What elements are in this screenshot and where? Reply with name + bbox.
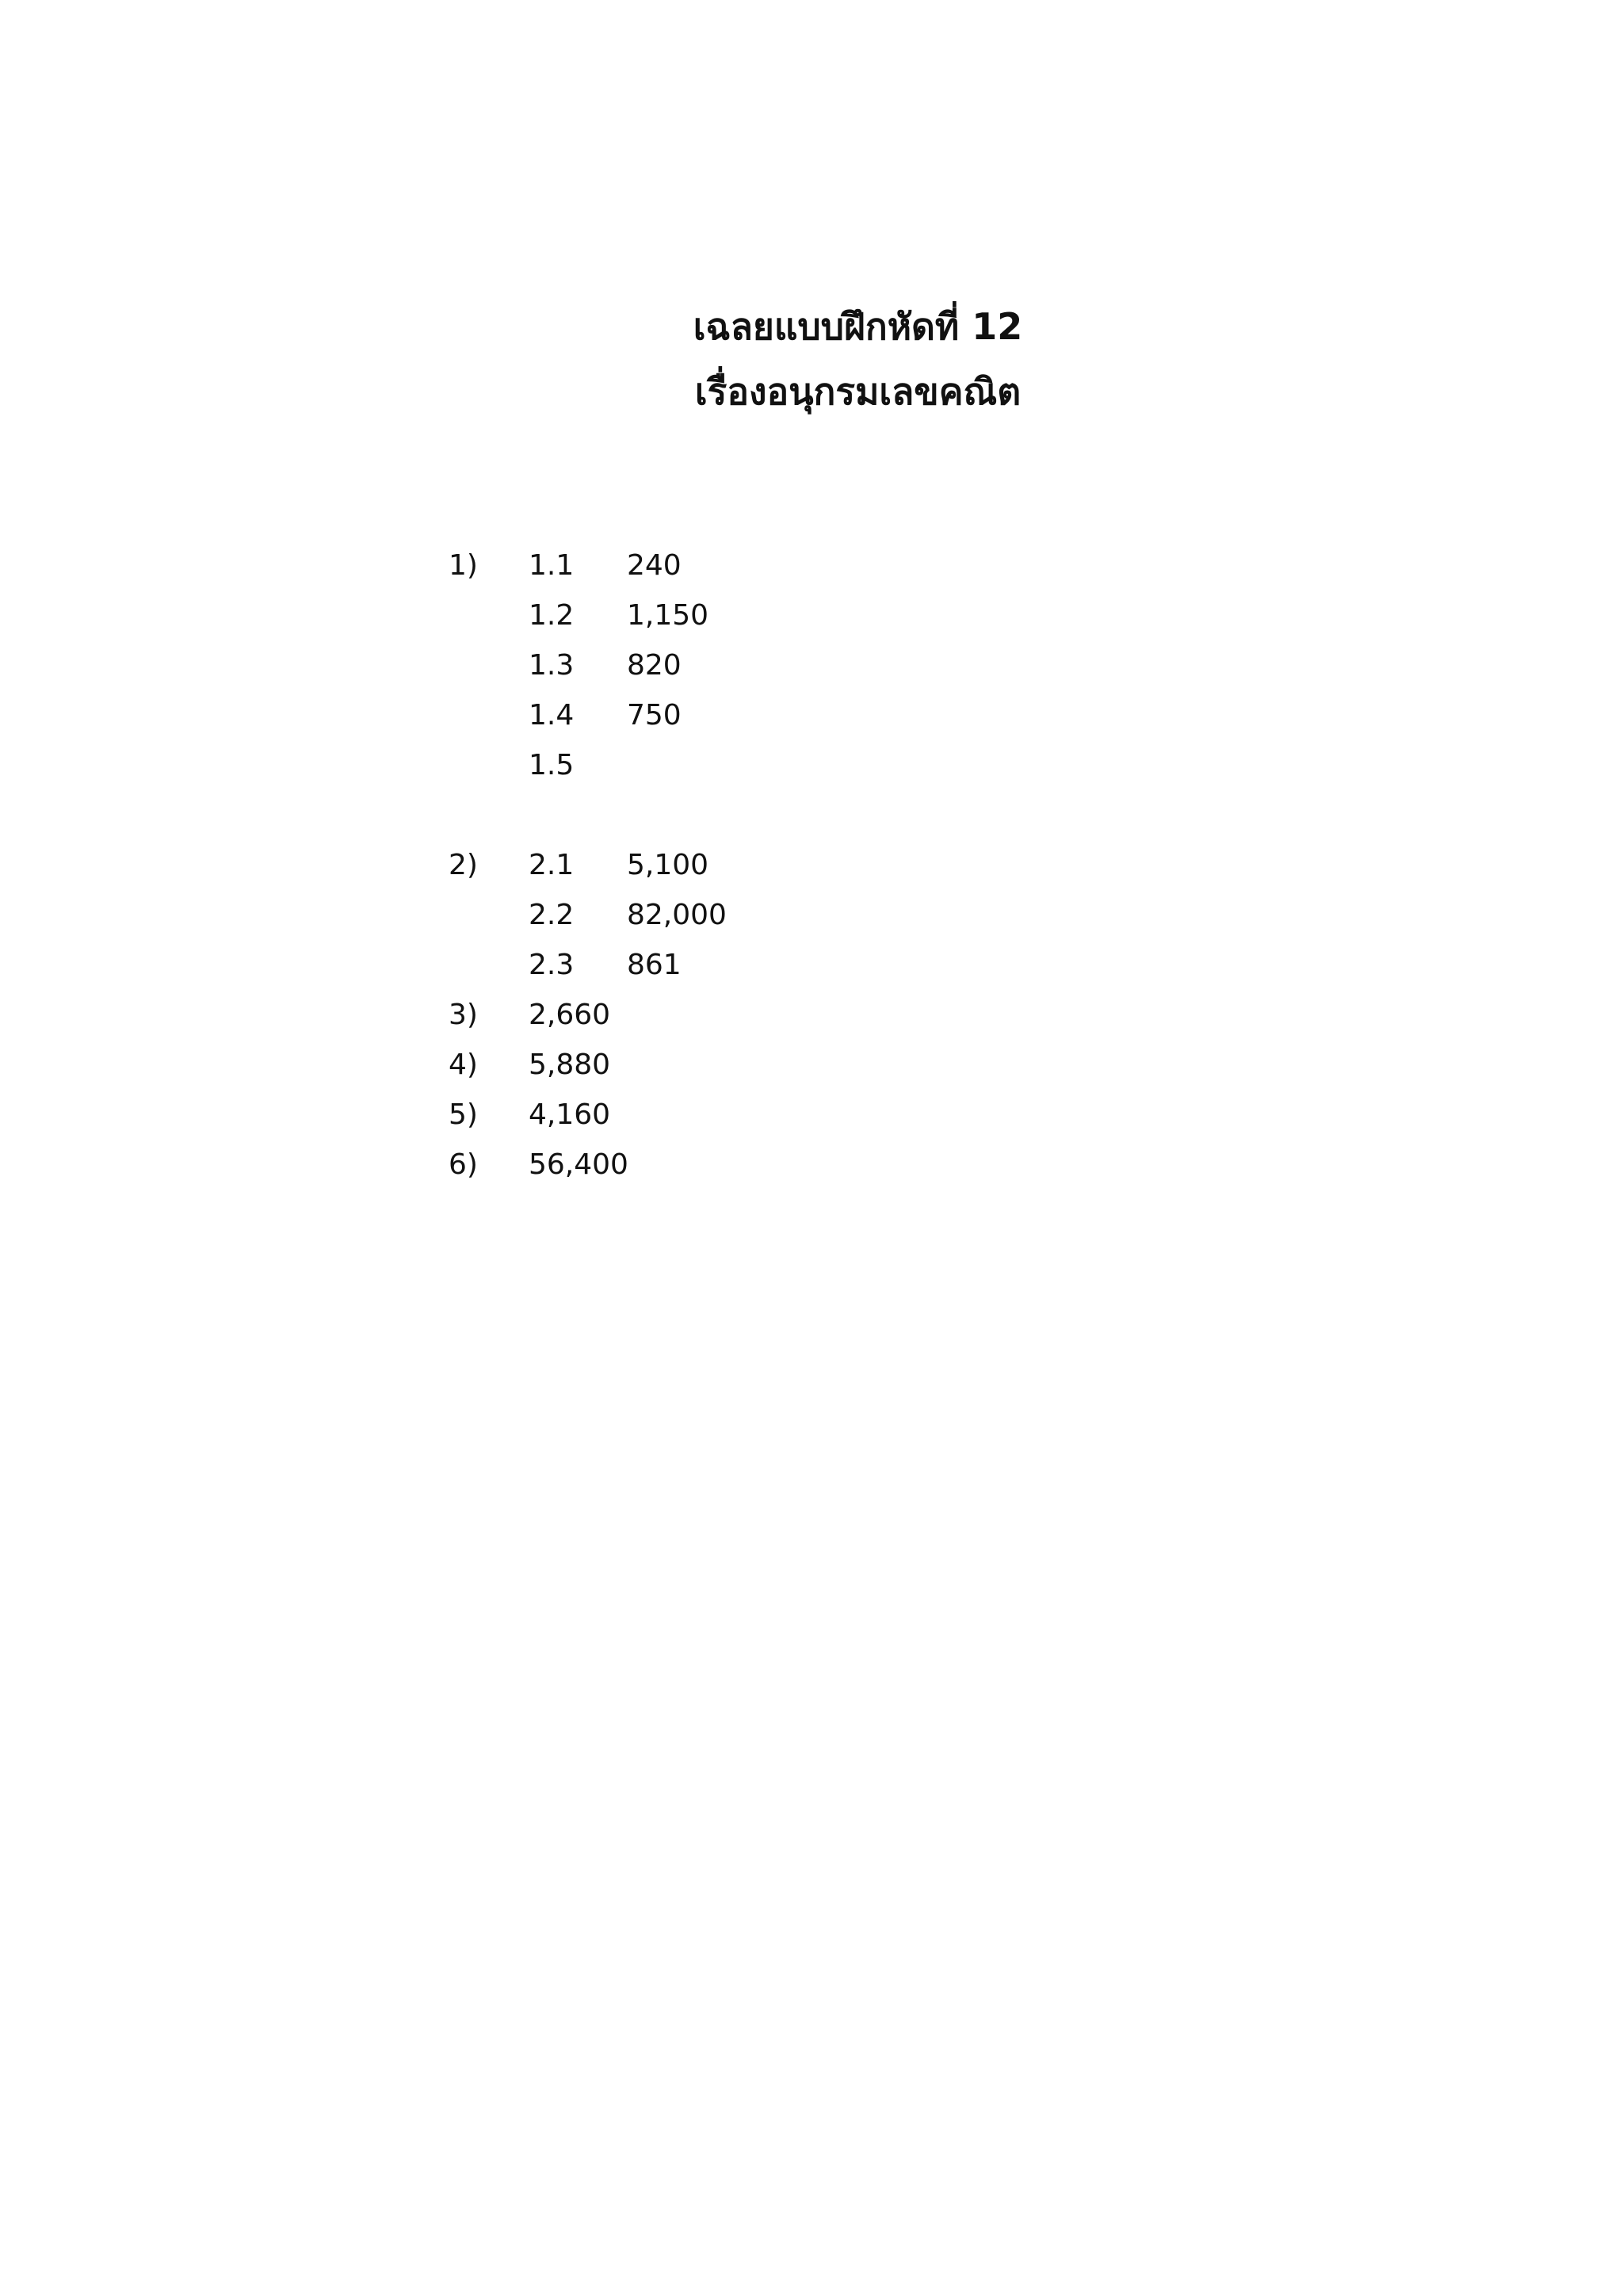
answer-value: 750	[627, 699, 682, 732]
answer-value: 5,880	[529, 1049, 611, 1081]
answer-row	[0, 942, 1623, 989]
answer-subitem: 1.1	[529, 549, 575, 582]
answer-row	[0, 592, 1623, 640]
answer-number: 6)	[449, 1148, 478, 1181]
answer-number: 5)	[449, 1098, 478, 1131]
answer-value: 861	[627, 949, 682, 981]
page-title: เฉลยแบบฝึกหัดที่ 12	[693, 305, 1023, 348]
answer-row	[0, 692, 1623, 739]
answer-value: 2,660	[529, 999, 611, 1031]
answer-value: 4,160	[529, 1098, 611, 1131]
answer-subitem: 1.3	[529, 649, 575, 682]
answer-value: 820	[627, 649, 682, 682]
answer-value: 5,100	[627, 849, 709, 881]
answer-subitem: 2.2	[529, 899, 575, 931]
answer-number: 4)	[449, 1049, 478, 1081]
answer-row	[0, 742, 1623, 789]
answer-row	[0, 1091, 1623, 1139]
answer-row	[0, 991, 1623, 1039]
answer-row	[0, 542, 1623, 590]
answer-row	[0, 842, 1623, 889]
answer-row	[0, 892, 1623, 939]
answer-row	[0, 642, 1623, 690]
answer-number: 3)	[449, 999, 478, 1031]
answer-value: 1,150	[627, 599, 709, 632]
answer-number: 1)	[449, 549, 478, 582]
answer-row	[0, 1141, 1623, 1189]
answer-subitem: 1.5	[529, 749, 575, 781]
answer-number: 2)	[449, 849, 478, 881]
answer-value: 240	[627, 549, 682, 582]
answer-row	[0, 1041, 1623, 1089]
page-subtitle: เรื่องอนุกรมเลขคณิต	[694, 370, 1022, 413]
answer-subitem: 2.1	[529, 849, 575, 881]
answer-subitem: 1.4	[529, 699, 575, 732]
answer-subitem: 1.2	[529, 599, 575, 632]
answer-value: 82,000	[627, 899, 727, 931]
answer-subitem: 2.3	[529, 949, 575, 981]
answer-value: 56,400	[529, 1148, 628, 1181]
